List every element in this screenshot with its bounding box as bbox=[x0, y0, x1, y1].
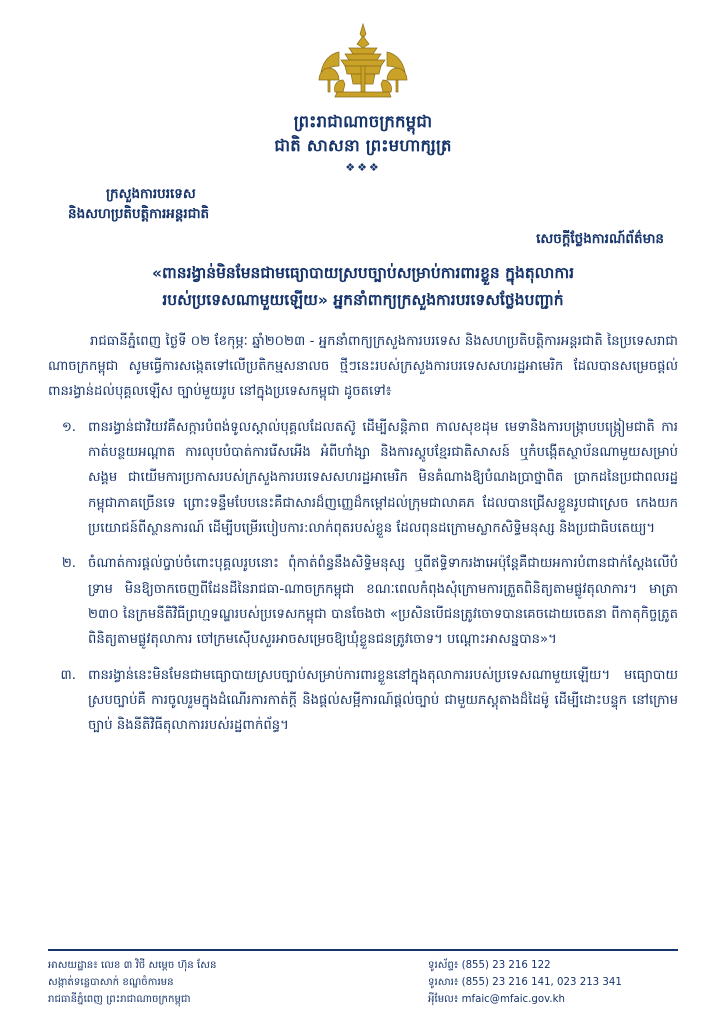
emblem-container bbox=[48, 0, 678, 104]
footer-contacts bbox=[428, 957, 678, 1008]
list-item bbox=[48, 415, 678, 542]
list-item-text: ចំណាត់ការផ្តល់ប្ចាប់ចំពោះបុគ្គលរូបនោះ ពុំកាត់ពំន្ធនឹងសិទ្ធិមនុស្ស ឬពីឥទ្ធិទាករងាអេប៉ុន្តែគឺជាយអការបំពានជាក់ស្តែងលើបំទ្រាម មិនឱ្យចាកចេញពីដែនដីនៃរាជធា-ណាចក្រកម្ពុជា ខណៈពេលកំពុងសុំក្រោមការត្រួតពិនិត្យតាមផ្លូវតុលាការ។ មាត្រា ២៣០ នៃក្រមនីតិវិធីព្រហ្មទណ្ឌរបស់ប្រទេសកម្ពុជា បានចែងថា «ប្រសិនបើជនត្រូវចោទបានគេចដោយចេតនា ពីកាតុកិច្ចត្រូតពិនិត្យតាមផ្លូវតុលាការ ចៅក្រមស៊ើបសួរអាចសម្រេចឱ្យឃុំខ្លួនជនត្រូវចោទ។ បណ្តោះអាសន្នបាន»។ bbox=[88, 556, 678, 648]
contact-phone-value: (855) 23 216 122 bbox=[461, 959, 551, 971]
headline-line-2: របស់ប្រទេសណាមួយឡើយ» អ្នកនាំពាក្យក្រសួងការបរទេសថ្លែងបញ្ជាក់ bbox=[162, 291, 564, 310]
headline-line-1: «ពានរង្វាន់មិនមែនជាមធ្យោបាយស្របច្បាប់សម្រាប់ការពារខ្លួន ក្នុងតុលាការ bbox=[151, 264, 575, 283]
document-body bbox=[48, 329, 678, 739]
ministry-line-1: ក្រសួងការបរទេស bbox=[106, 185, 196, 202]
list-item-text: ពានរង្វាន់នេះមិនមែនជាមធ្យោបាយស្របច្បាប់សម្រាប់ការពារខ្លួននៅក្នុងតុលាការរបស់ប្រទេសណាមួយឡើយ។ មធ្យោបាយស្របច្បាប់គឺ ការចូលរួមក្នុងដំណើរការកាត់ក្តី និងផ្តល់សម្អីការណ៍ផ្តល់ច្បាប់ ជាមួយភស្តុតាងដ៏ដៃម៉ូ ដើម្បីដោះបន្ទុក នៅក្រោមច្បាប់ និងនីតិវិធីតុលាការរបស់រដ្ឋពាក់ព័ន្ធ។ bbox=[88, 667, 678, 734]
document-footer bbox=[48, 949, 678, 1008]
contact-fax bbox=[428, 974, 678, 991]
address-line-3: រាជធានីភ្នំពេញ ព្រះរាជាណាចក្រកម្ពុជា bbox=[48, 993, 191, 1005]
address-line-1: អាសយដ្ឋាន៖ លេខ ៣ វិថី សម្តេច ហ៊ុន សែន bbox=[48, 959, 217, 971]
royal-emblem-icon bbox=[309, 22, 417, 100]
contact-fax-value: (855) 23 216 141, 023 213 341 bbox=[461, 976, 622, 988]
footer-divider bbox=[48, 949, 678, 951]
numbered-list bbox=[48, 415, 678, 739]
ministry-block bbox=[62, 184, 678, 225]
list-item-text: ពានរង្វាន់ជាវិយវគឺសក្ការបំពង់ទូលស្តាល់បុគ្គលដែលតស៊ូ ដើម្បីសន្តិភាព កាលសុខដុម មេទានិងការបង្ក្រាបបង្ក្រៀមជាតិ ការកាត់បន្ថយអណ្តាត ការលុបបំបាត់ការរើសអើង អំពីហាំង្សា និងការស្តូបខ្មែរជាតិសាសន៍ ឬកំបង្កើតស្ថាប័នណាមួយសម្រាប់សង្គម ជាយើមការប្រកាសរបស់ក្រសួងការបរទេសសហរដ្ឋអាមេរិក មិនគំណាងឱ្យបំណងប្រាថ្នាពិត ប្រាកដនៃប្រជាពលរដ្ឋកម្ពុជាភាគច្រើនទេ ព្រោះទន្ទឹមបែបនេះគឺជាសារដ៏ញញ្ញេដ៏កម្តៅដល់ក្រុមជាលាគភ ដែលបានជ្រើសខ្លួនរូបជាស្រេច កេងយកប្រយោជន៍ពីស្ថានការណ៍ ដើម្បីបម្រើរបៀបការ:លាក់ពុតរបស់ខ្លួន ដែលពុនដក្រោមស្លាកសិទ្ធិមនុស្ស និងប្រជាធិបតេយ្យ។ bbox=[88, 419, 678, 536]
list-item-number: ១. bbox=[61, 419, 76, 435]
footer-address bbox=[48, 957, 216, 1008]
contact-phone bbox=[428, 957, 678, 974]
contact-phone-label: ទូរស័ព្ទ៖ bbox=[428, 959, 459, 971]
page-title bbox=[48, 260, 678, 314]
list-item-number: ៣. bbox=[60, 667, 76, 683]
contact-fax-label: ទូរសារ៖ bbox=[428, 976, 459, 988]
intro-paragraph: រាជធានីភ្នំពេញ ថ្ងៃទី ០២ ខែកុម្ភៈ ឆ្នាំ២០២៣ - អ្នកនាំពាក្យក្រសួងការបរទេស និងសហប្រតិបត្តិការអន្តរជាតិ នៃប្រទេសរាជាណាចក្រកម្ពុជា សូមធ្វើការសង្កេតទៅលើប្រតិកម្មសនាលច ថ្មីៗនេះរបស់ក្រសួងការបរទេសសហរដ្ឋអាមេរិក ដែលបានសម្រេចផ្តល់ពានរង្វាន់ដល់បុគ្គលឡើស ច្បាប់មួយរូប នៅក្នុងប្រទេសកម្ពុជា ដូចតទៅ៖ bbox=[48, 333, 678, 400]
flourish-divider: ❖❖❖ bbox=[345, 160, 381, 174]
contact-email bbox=[428, 991, 678, 1008]
motto: ជាតិ សាសនា ព្រះមហាក្សត្រ bbox=[274, 135, 452, 155]
contact-email-label: អុីមែល៖ bbox=[428, 993, 459, 1005]
address-line-2: សង្កាត់ទន្លេបាសាក់ ខណ្ឌចំការមន bbox=[48, 976, 174, 988]
contact-email-value: mfaic@mfaic.gov.kh bbox=[461, 993, 565, 1005]
ministry-line-2: និងសហប្រតិបត្តិការអន្តរជាតិ bbox=[68, 206, 210, 223]
document-kind: សេចក្តីថ្លែងការណ៍ព័ត៌មាន bbox=[536, 231, 664, 248]
national-title bbox=[48, 110, 678, 158]
list-item-number: ២. bbox=[61, 556, 76, 572]
kingdom-title: ព្រះរាជាណាចក្រកម្ពុជា bbox=[293, 112, 433, 131]
list-item bbox=[48, 663, 678, 739]
list-item bbox=[48, 551, 678, 652]
